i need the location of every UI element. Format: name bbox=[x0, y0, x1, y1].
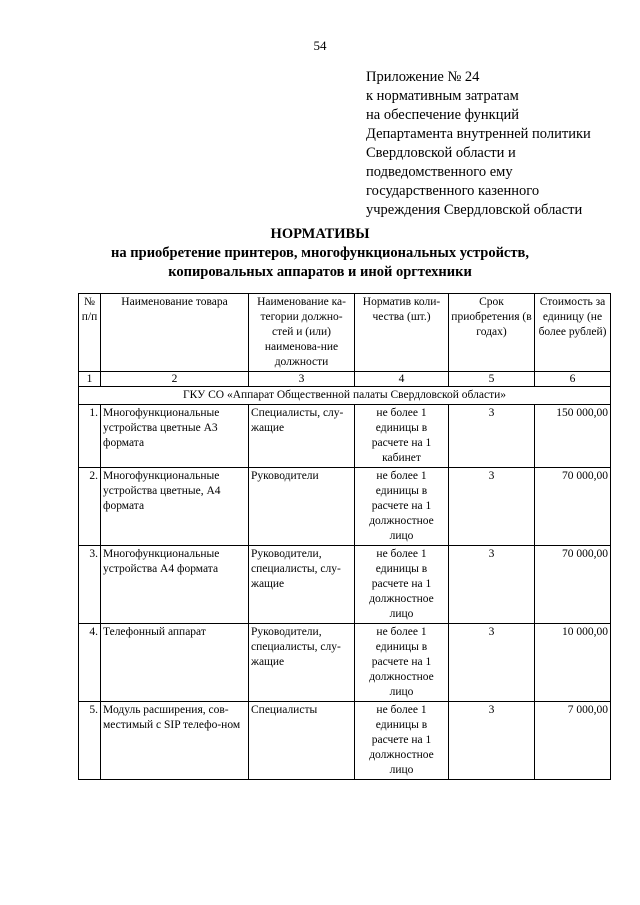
document-title: НОРМАТИВЫ bbox=[270, 226, 370, 242]
position-category: Специалисты bbox=[249, 702, 355, 780]
appendix-line: Приложение № 24 bbox=[366, 69, 480, 85]
unit-price: 150 000,00 bbox=[535, 405, 611, 468]
unit-price: 70 000,00 bbox=[535, 468, 611, 546]
header-cell-norm: Норматив коли-чества (шт.) bbox=[355, 294, 449, 372]
column-number: 1 bbox=[79, 372, 101, 387]
row-number: 4. bbox=[79, 624, 101, 702]
column-number: 5 bbox=[449, 372, 535, 387]
appendix-block bbox=[366, 68, 636, 220]
unit-price: 7 000,00 bbox=[535, 702, 611, 780]
quantity-norm: не более 1 единицы в расчете на 1 должностное лицо bbox=[355, 624, 449, 702]
row-number: 5. bbox=[79, 702, 101, 780]
acquisition-term: 3 bbox=[449, 624, 535, 702]
column-number: 4 bbox=[355, 372, 449, 387]
organization-row bbox=[79, 387, 611, 405]
position-category: Руководители, специалисты, слу-жащие bbox=[249, 546, 355, 624]
table-row bbox=[79, 624, 611, 702]
row-number: 2. bbox=[79, 468, 101, 546]
acquisition-term: 3 bbox=[449, 468, 535, 546]
norms-table bbox=[78, 293, 611, 780]
appendix-line: подведомственного ему bbox=[366, 164, 513, 180]
quantity-norm: не более 1 единицы в расчете на 1 кабинет bbox=[355, 405, 449, 468]
unit-price: 70 000,00 bbox=[535, 546, 611, 624]
position-category: Руководители, специалисты, слу-жащие bbox=[249, 624, 355, 702]
acquisition-term: 3 bbox=[449, 546, 535, 624]
quantity-norm: не более 1 единицы в расчете на 1 должностное лицо bbox=[355, 702, 449, 780]
acquisition-term: 3 bbox=[449, 405, 535, 468]
position-category: Руководители bbox=[249, 468, 355, 546]
table-header-row bbox=[79, 294, 611, 372]
appendix-line: к нормативным затратам bbox=[366, 88, 519, 104]
row-number: 3. bbox=[79, 546, 101, 624]
header-cell-term: Срок приобретения (в годах) bbox=[449, 294, 535, 372]
document-subtitle-line-1: на приобретение принтеров, многофункциональных устройств, bbox=[111, 245, 529, 261]
table-row bbox=[79, 702, 611, 780]
organization-name: ГКУ СО «Аппарат Общественной палаты Свердловской области» bbox=[79, 387, 611, 405]
table-row bbox=[79, 468, 611, 546]
header-cell-num: № п/п bbox=[79, 294, 101, 372]
column-number: 3 bbox=[249, 372, 355, 387]
product-name: Многофункциональные устройства цветные А3 формата bbox=[101, 405, 249, 468]
appendix-line: государственного казенного bbox=[366, 183, 540, 199]
appendix-line: учреждения Свердловской области bbox=[366, 202, 583, 218]
unit-price: 10 000,00 bbox=[535, 624, 611, 702]
quantity-norm: не более 1 единицы в расчете на 1 должностное лицо bbox=[355, 546, 449, 624]
document-subtitle-line-2: копировальных аппаратов и иной оргтехники bbox=[168, 264, 472, 280]
appendix-line: на обеспечение функций bbox=[366, 107, 520, 123]
column-number: 2 bbox=[101, 372, 249, 387]
appendix-line: Свердловской области и bbox=[366, 145, 516, 161]
table-row bbox=[79, 405, 611, 468]
position-category: Специалисты, слу-жащие bbox=[249, 405, 355, 468]
quantity-norm: не более 1 единицы в расчете на 1 должностное лицо bbox=[355, 468, 449, 546]
product-name: Многофункциональные устройства цветные, А4 формата bbox=[101, 468, 249, 546]
product-name: Телефонный аппарат bbox=[101, 624, 249, 702]
page-number: 54 bbox=[313, 38, 327, 53]
table-row bbox=[79, 546, 611, 624]
appendix-line: Департамента внутренней политики bbox=[366, 126, 591, 142]
product-name: Многофункциональные устройства А4 формата bbox=[101, 546, 249, 624]
header-cell-price: Стоимость за единицу (не более рублей) bbox=[535, 294, 611, 372]
row-number: 1. bbox=[79, 405, 101, 468]
header-cell-name: Наименование товара bbox=[101, 294, 249, 372]
product-name: Модуль расширения, сов-местимый с SIP телефо-ном bbox=[101, 702, 249, 780]
header-cell-category: Наименование ка-тегории должно-стей и (или) наименова-ние должности bbox=[249, 294, 355, 372]
acquisition-term: 3 bbox=[449, 702, 535, 780]
column-number: 6 bbox=[535, 372, 611, 387]
column-number-row bbox=[79, 372, 611, 387]
